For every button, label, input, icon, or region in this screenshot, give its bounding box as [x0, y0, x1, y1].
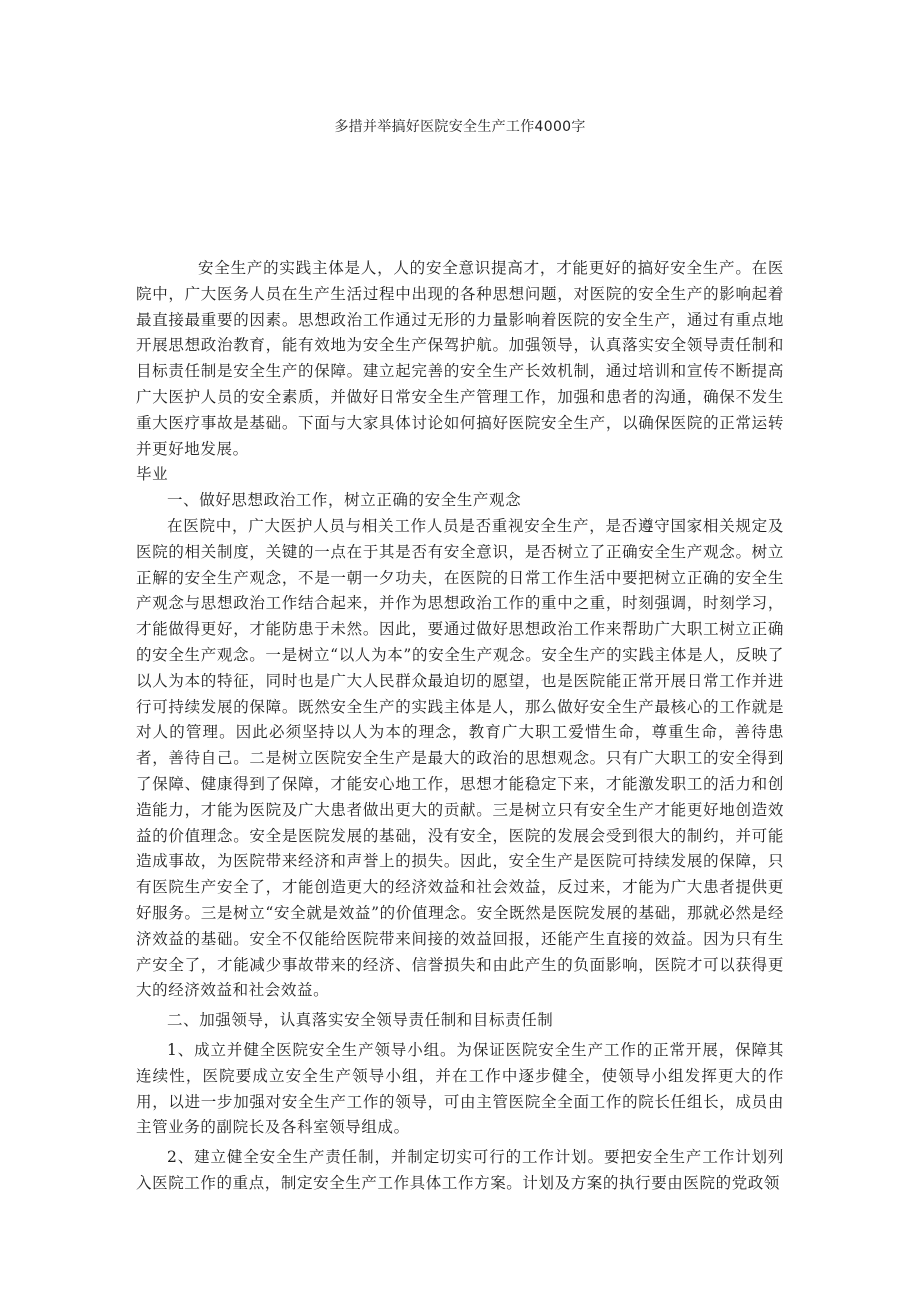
document-title: 多措并举搞好医院安全生产工作4000字	[334, 119, 586, 135]
section-2-heading: 二、加强领导，认真落实安全领导责任制和目标责任制	[167, 1011, 554, 1030]
document-body	[136, 256, 784, 1197]
section-2-item-2: 2、建立健全安全生产责任制，并制定切实可行的工作计划。要把安全生产工作计划列入医院工作的重点，制定安全生产工作具体工作方案。计划及方案的执行要由医院的党政领	[136, 1148, 784, 1192]
intro-paragraph: 安全生产的实践主体是人，人的安全意识提高才，才能更好的搞好安全生产。在医院中，广大医务人员在生产生活过程中出现的各种思想问题，对医院的安全生产的影响起着最直接最重要的因素。思想政治工作通过无形的力量影响着医院的安全生产，通过有重点地开展思想政治教育，能有效地为安全生产保驾护航。加强领导，认真落实安全领导责任制和目标责任制是安全生产的保障。建立起完善的安全生产长效机制，通过培训和宣传不断提高广大医护人员的安全素质，并做好日常安全生产管理工作，加强和患者的沟通，确保不发生重大医疗事故是基础。下面与大家具体讨论如何搞好医院安全生产，以确保医院的正常运转并更好地发展。	[136, 259, 784, 458]
label-text: 毕业	[136, 465, 169, 484]
section-1-heading: 一、做好思想政治工作，树立正确的安全生产观念	[167, 491, 522, 510]
section-1-paragraph: 在医院中，广大医护人员与相关工作人员是否重视安全生产，是否遵守国家相关规定及医院的相关制度，关键的一点在于其是否有安全意识，是否树立了正确安全生产观念。树立正解的安全生产观念，不是一朝一夕功夫，在医院的日常工作生活中要把树立正确的安全生产观念与思想政治工作结合起来，并作为思想政治工作的重中之重，时刻强调，时刻学习，才能做得更好，才能防患于未然。因此，要通过做好思想政治工作来帮助广大职工树立正确的安全生产观念。一是树立“以人为本”的安全生产观念。安全生产的实践主体是人，反映了以人为本的特征，同时也是广大人民群众最迫切的愿望，也是医院能正常开展日常工作并进行可持续发展的保障。既然安全生产的实践主体是人，那么做好安全生产最核心的工作就是对人的管理。因此必须坚持以人为本的理念，教育广大职工爱惜生命，尊重生命，善待患者，善待自己。二是树立医院安全生产是最大的政治的思想观念。只有广大职工的安全得到了保障、健康得到了保障，才能安心地工作，思想才能稳定下来，才能激发职工的活力和创造能力，才能为医院及广大患者做出更大的贡献。三是树立只有安全生产才能更好地创造效益的价值理念。安全是医院发展的基础，没有安全，医院的发展会受到很大的制约，并可能造成事故，为医院带来经济和声誉上的损失。因此，安全生产是医院可持续发展的保障，只有医院生产安全了，才能创造更大的经济效益和社会效益，反过来，才能为广大患者提供更好服务。三是树立“安全就是效益”的价值理念。安全既然是医院发展的基础，那就必然是经济效益的基础。安全不仅能给医院带来间接的效益回报，还能产生直接的效益。因为只有生产安全了，才能减少事故带来的经济、信誉损失和由此产生的负面影响，医院才可以获得更大的经济效益和社会效益。	[136, 516, 784, 1000]
section-2-item-1: 1、成立并健全医院安全生产领导小组。为保证医院安全生产工作的正常开展，保障其连续性，医院要成立安全生产领导小组，并在工作中逐步健全，使领导小组发挥更大的作用，以进一步加强对安全生产工作的领导，可由主管医院全全面工作的院长任组长，成员由主管业务的副院长及各科室领导组成。	[136, 1040, 784, 1137]
